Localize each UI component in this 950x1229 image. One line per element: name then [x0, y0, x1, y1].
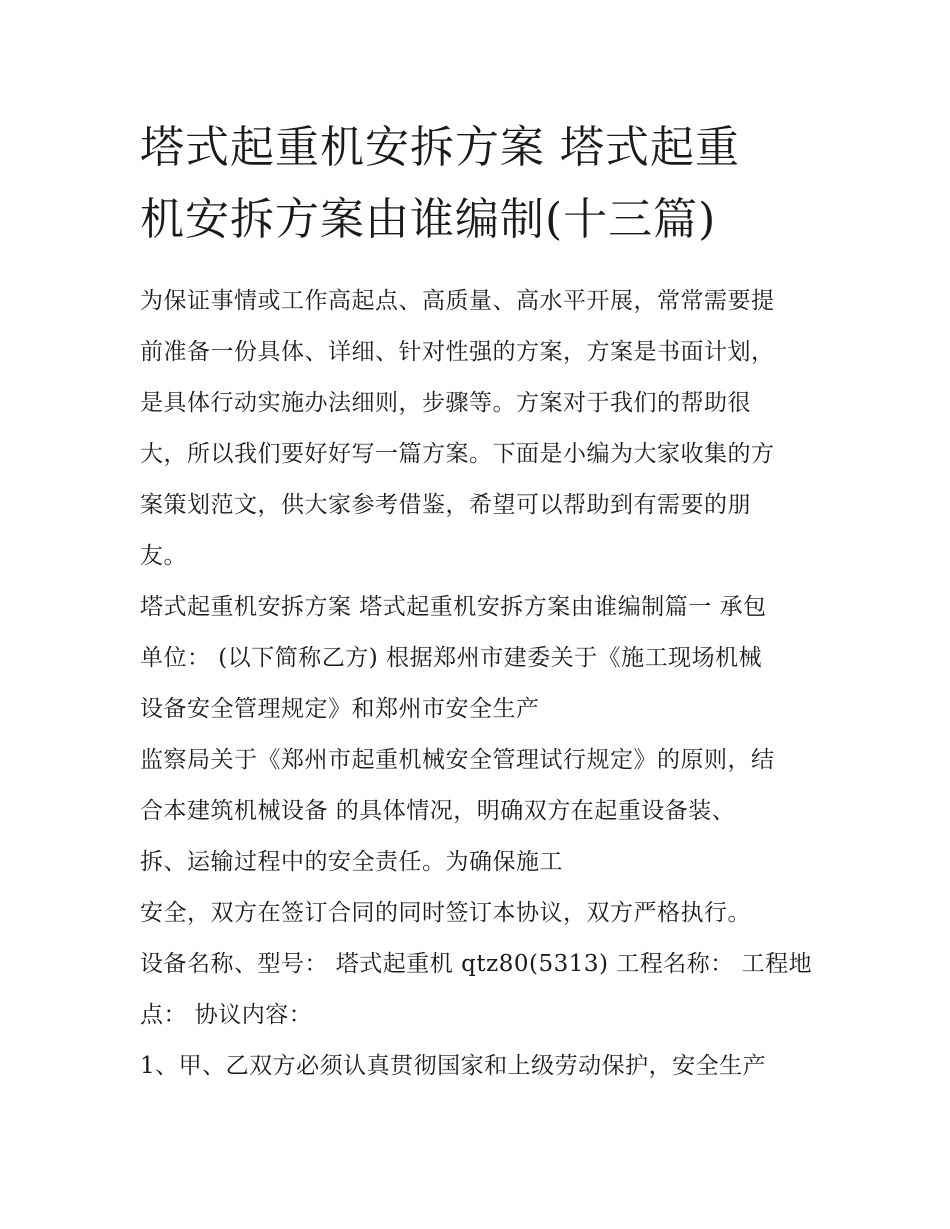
body-line-10: 监察局关于《郑州市起重机械安全管理试行规定》的原则，结	[140, 747, 775, 773]
body-line-11: 合本建筑机械设备 的具体情况，明确双方在起重设备装、	[140, 798, 736, 824]
body-line-1: 为保证事情或工作高起点、高质量、高水平开展，常常需要提	[140, 288, 775, 314]
body-line-14: 设备名称、型号： 塔式起重机 qtz80(5313) 工程名称： 工程地	[140, 951, 813, 977]
title-line-2: 机安拆方案由谁编制(十三篇)	[140, 194, 717, 245]
body-line-15: 点： 协议内容：	[140, 1002, 313, 1028]
document-body	[140, 276, 830, 1092]
body-line-8: 单位： (以下简称乙方) 根据郑州市建委关于《施工现场机械	[140, 645, 763, 671]
body-line-2: 前准备一份具体、详细、针对性强的方案，方案是书面计划，	[140, 339, 775, 365]
body-line-12: 拆、运输过程中的安全责任。为确保施工	[140, 849, 563, 875]
body-line-3: 是具体行动实施办法细则，步骤等。方案对于我们的帮助很	[140, 390, 751, 416]
body-line-9: 设备安全管理规定》和郑州市安全生产	[140, 696, 540, 722]
document-title	[140, 112, 830, 256]
body-line-4: 大，所以我们要好好写一篇方案。下面是小编为大家收集的方	[140, 441, 775, 467]
body-line-16: 1、甲、乙双方必须认真贯彻国家和上级劳动保护，安全生产	[140, 1053, 767, 1079]
body-line-13: 安全，双方在签订合同的同时签订本协议，双方严格执行。	[140, 900, 751, 926]
title-line-1: 塔式起重机安拆方案 塔式起重	[140, 122, 740, 173]
body-line-6: 友。	[140, 543, 187, 569]
body-line-5: 案策划范文，供大家参考借鉴，希望可以帮助到有需要的朋	[140, 492, 751, 518]
body-line-7: 塔式起重机安拆方案 塔式起重机安拆方案由谁编制篇一 承包	[140, 594, 767, 620]
